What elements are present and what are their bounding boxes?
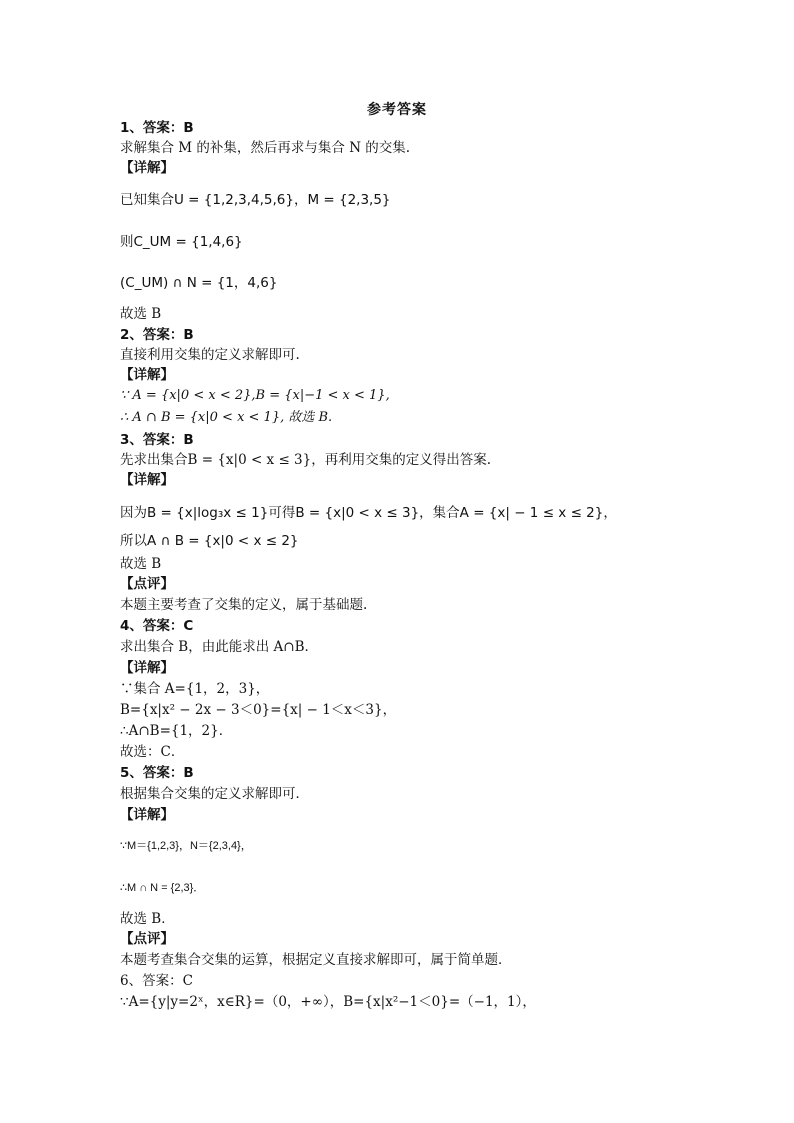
answer-2-step-1: ∵ A = {x|0 < x < 2},B = {x|−1 < x < 1}, <box>120 388 390 403</box>
answer-2-hint: 直接利用交集的定义求解即可. <box>120 347 300 363</box>
answer-6-step-1: ∵A={y|y=2ˣ，x∈R}=（0，+∞），B={x|x²−1＜0}=（−1，1）， <box>120 994 536 1010</box>
answer-5-hint: 根据集合交集的定义求解即可． <box>120 786 309 802</box>
answer-4-step-1: ∵集合 A={1，2，3}， <box>120 681 270 697</box>
answer-5-step-2: ∴M ∩ N = {2,3}． <box>120 882 205 894</box>
answer-5-comment: 本题考查集合交集的运算，根据定义直接求解即可，属于简单题． <box>120 952 512 968</box>
answer-5-conclusion: 故选 B． <box>120 911 175 927</box>
answer-3-comment: 本题主要考查了交集的定义，属于基础题. <box>120 597 368 613</box>
answer-5-heading: 5、答案：B <box>120 765 194 781</box>
answer-2-step-2: ∴ A ∩ B = {x|0 < x < 1}, 故选 B. <box>120 410 333 425</box>
answer-4-detail-label: 【详解】 <box>120 660 174 676</box>
answer-4-step-2: B={x|x² − 2x − 3＜0}={x| − 1＜x＜3}， <box>120 702 397 718</box>
answer-3-step-2: 所以A ∩ B = {x|0 < x ≤ 2} <box>120 533 299 549</box>
answer-5-comment-label: 【点评】 <box>120 931 174 947</box>
answer-3-detail-label: 【详解】 <box>120 472 174 488</box>
answer-5-detail-label: 【详解】 <box>120 807 174 823</box>
answer-4-heading: 4、答案：C <box>120 618 194 634</box>
answer-2-heading: 2、答案：B <box>120 327 194 343</box>
answer-4-conclusion: 故选：C． <box>120 744 185 760</box>
answer-4-step-3: ∴A∩B={1，2}． <box>120 723 233 739</box>
answer-1-step-2: 则C_UM = {1,4,6} <box>120 234 243 250</box>
answer-4-hint: 求出集合 B，由此能求出 A∩B． <box>120 639 318 655</box>
answer-1-heading: 1、答案：B <box>120 120 194 136</box>
answer-2-detail-label: 【详解】 <box>120 367 174 383</box>
answer-3-comment-label: 【点评】 <box>120 576 174 592</box>
answer-1-step-3: (C_UM) ∩ N = {1，4,6} <box>120 275 278 291</box>
answer-1-conclusion: 故选 B <box>120 306 162 322</box>
answer-3-heading: 3、答案：B <box>120 432 194 448</box>
page-title: 参考答案 <box>367 102 427 118</box>
answer-1-step-1: 已知集合U = {1,2,3,4,5,6}，M = {2,3,5} <box>120 192 391 208</box>
answer-6-heading: 6、答案：C <box>120 973 193 989</box>
answer-5-step-1: ∵M＝{1,2,3}，N＝{2,3,4}， <box>120 840 252 852</box>
answer-1-detail-label: 【详解】 <box>120 160 174 176</box>
answer-1-hint: 求解集合 M 的补集，然后再求与集合 N 的交集. <box>120 140 411 156</box>
answer-3-step-1: 因为B = {x|log₃x ≤ 1}可得B = {x|0 < x ≤ 3}，集合A = {x| − 1 ≤ x ≤ 2}， <box>120 505 617 521</box>
answer-3-hint: 先求出集合B = {x|0 < x ≤ 3}，再利用交集的定义得出答案. <box>120 452 492 468</box>
answer-3-conclusion: 故选 B <box>120 556 162 572</box>
